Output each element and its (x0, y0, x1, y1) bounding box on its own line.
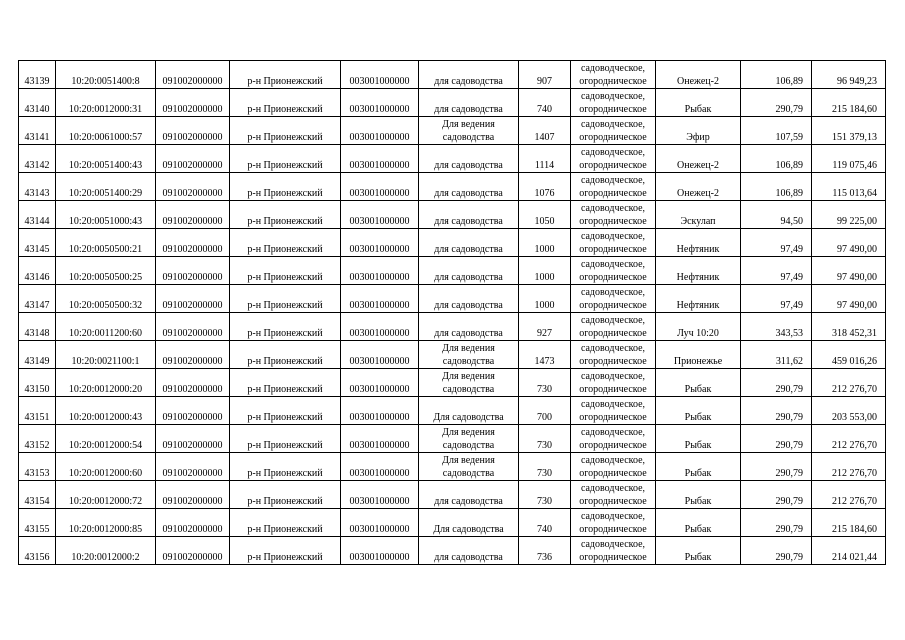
cell-line: огородническое (579, 412, 647, 423)
table-row (19, 397, 886, 425)
record-number-cell: 43144 (19, 201, 56, 229)
specific-value-cell: 97,49 (741, 229, 812, 257)
specific-value-cell: 311,62 (741, 341, 812, 369)
cell-line: огородническое (579, 552, 647, 563)
area-cell: 1050 (519, 201, 571, 229)
cadastral-value-cell: 99 225,00 (812, 201, 886, 229)
record-number-cell: 43141 (19, 117, 56, 145)
cadastral-number-cell: 10:20:0012000:54 (56, 425, 156, 453)
record-number-cell: 43143 (19, 173, 56, 201)
cell-line: огородническое (579, 188, 647, 199)
locality-code-cell: 003001000000 (341, 341, 419, 369)
partnership-name-cell: Прионежье (656, 341, 741, 369)
area-cell: 1000 (519, 229, 571, 257)
permitted-use-cell (419, 61, 519, 89)
cadastral-number-cell: 10:20:0012000:31 (56, 89, 156, 117)
district-cell: р-н Прионежский (230, 61, 341, 89)
partnership-name-cell: Рыбак (656, 89, 741, 117)
cadastral-number-cell: 10:20:0012000:85 (56, 509, 156, 537)
district-cell: р-н Прионежский (230, 173, 341, 201)
cell-line: для садоводства (434, 216, 503, 227)
partnership-name-cell: Рыбак (656, 425, 741, 453)
specific-value-cell: 97,49 (741, 257, 812, 285)
cell-line: садоводческое, (580, 203, 646, 214)
permitted-use-cell (419, 425, 519, 453)
land-type-cell (571, 369, 656, 397)
cadastral-value-cell: 212 276,70 (812, 453, 886, 481)
cell-line: огородническое (579, 104, 647, 115)
district-cell: р-н Прионежский (230, 425, 341, 453)
cell-line: садоводческое, (580, 287, 646, 298)
locality-code-cell: 003001000000 (341, 481, 419, 509)
oktmo-code-cell: 091002000000 (156, 61, 230, 89)
oktmo-code-cell: 091002000000 (156, 145, 230, 173)
partnership-name-cell: Эфир (656, 117, 741, 145)
partnership-name-cell: Рыбак (656, 537, 741, 565)
specific-value-cell: 290,79 (741, 89, 812, 117)
cell-line: садоводства (442, 440, 495, 451)
specific-value-cell: 107,59 (741, 117, 812, 145)
cell-line: для садоводства (434, 496, 503, 507)
cell-line: для садоводства (434, 552, 503, 563)
specific-value-cell: 106,89 (741, 145, 812, 173)
land-type-cell (571, 285, 656, 313)
cadastral-value-cell: 203 553,00 (812, 397, 886, 425)
cadastral-number-cell: 10:20:0051400:43 (56, 145, 156, 173)
cadastral-number-cell: 10:20:0012000:43 (56, 397, 156, 425)
area-cell: 1407 (519, 117, 571, 145)
specific-value-cell: 290,79 (741, 369, 812, 397)
specific-value-cell: 290,79 (741, 453, 812, 481)
record-number-cell: 43148 (19, 313, 56, 341)
land-type-cell (571, 145, 656, 173)
table-row (19, 145, 886, 173)
cadastral-number-cell: 10:20:0011200:60 (56, 313, 156, 341)
cell-line: садоводческое, (580, 259, 646, 270)
oktmo-code-cell: 091002000000 (156, 117, 230, 145)
cell-line: для садоводства (434, 300, 503, 311)
cell-line: садоводства (442, 384, 495, 395)
cell-line: для садоводства (434, 160, 503, 171)
record-number-cell: 43146 (19, 257, 56, 285)
partnership-name-cell: Онежец-2 (656, 61, 741, 89)
district-cell: р-н Прионежский (230, 369, 341, 397)
table-row (19, 229, 886, 257)
cell-line: садоводческое, (580, 63, 646, 74)
cadastral-number-cell: 10:20:0012000:20 (56, 369, 156, 397)
permitted-use-cell (419, 369, 519, 397)
permitted-use-cell (419, 201, 519, 229)
cadastral-value-cell: 115 013,64 (812, 173, 886, 201)
table-row (19, 257, 886, 285)
area-cell: 740 (519, 89, 571, 117)
cell-line: для садоводства (434, 272, 503, 283)
cell-line: огородническое (579, 356, 647, 367)
land-type-cell (571, 173, 656, 201)
partnership-name-cell: Рыбак (656, 453, 741, 481)
table-body (19, 61, 886, 565)
locality-code-cell: 003001000000 (341, 61, 419, 89)
cell-line: огородническое (579, 524, 647, 535)
district-cell: р-н Прионежский (230, 117, 341, 145)
record-number-cell: 43154 (19, 481, 56, 509)
cell-line: огородническое (579, 160, 647, 171)
cell-line: для садоводства (434, 188, 503, 199)
partnership-name-cell: Онежец-2 (656, 173, 741, 201)
cadastral-number-cell: 10:20:0012000:2 (56, 537, 156, 565)
cell-line: для садоводства (434, 104, 503, 115)
locality-code-cell: 003001000000 (341, 453, 419, 481)
oktmo-code-cell: 091002000000 (156, 173, 230, 201)
record-number-cell: 43156 (19, 537, 56, 565)
cadastral-value-cell: 215 184,60 (812, 89, 886, 117)
cadastral-number-cell: 10:20:0050500:32 (56, 285, 156, 313)
cell-line: огородническое (579, 216, 647, 227)
oktmo-code-cell: 091002000000 (156, 397, 230, 425)
table-row (19, 201, 886, 229)
cadastral-value-cell: 459 016,26 (812, 341, 886, 369)
specific-value-cell: 290,79 (741, 481, 812, 509)
cell-line: садоводческое, (580, 147, 646, 158)
cell-line: садоводства (442, 356, 495, 367)
cell-line: для садоводства (434, 328, 503, 339)
locality-code-cell: 003001000000 (341, 397, 419, 425)
land-type-cell (571, 229, 656, 257)
oktmo-code-cell: 091002000000 (156, 285, 230, 313)
record-number-cell: 43155 (19, 509, 56, 537)
specific-value-cell: 290,79 (741, 397, 812, 425)
partnership-name-cell: Рыбак (656, 481, 741, 509)
area-cell: 907 (519, 61, 571, 89)
locality-code-cell: 003001000000 (341, 117, 419, 145)
record-number-cell: 43153 (19, 453, 56, 481)
locality-code-cell: 003001000000 (341, 173, 419, 201)
locality-code-cell: 003001000000 (341, 425, 419, 453)
oktmo-code-cell: 091002000000 (156, 201, 230, 229)
area-cell: 700 (519, 397, 571, 425)
cell-line: садоводческое, (580, 343, 646, 354)
oktmo-code-cell: 091002000000 (156, 537, 230, 565)
cell-line: садоводства (442, 468, 495, 479)
oktmo-code-cell: 091002000000 (156, 425, 230, 453)
record-number-cell: 43150 (19, 369, 56, 397)
area-cell: 1076 (519, 173, 571, 201)
cell-line: садоводческое, (580, 175, 646, 186)
table-row (19, 509, 886, 537)
permitted-use-cell (419, 89, 519, 117)
land-type-cell (571, 453, 656, 481)
table-row (19, 537, 886, 565)
cell-line: огородническое (579, 440, 647, 451)
area-cell: 736 (519, 537, 571, 565)
specific-value-cell: 97,49 (741, 285, 812, 313)
partnership-name-cell: Нефтяник (656, 257, 741, 285)
locality-code-cell: 003001000000 (341, 509, 419, 537)
area-cell: 740 (519, 509, 571, 537)
record-number-cell: 43151 (19, 397, 56, 425)
cadastral-value-cell: 97 490,00 (812, 229, 886, 257)
district-cell: р-н Прионежский (230, 229, 341, 257)
land-type-cell (571, 313, 656, 341)
land-type-cell (571, 509, 656, 537)
cell-line: садоводческое, (580, 91, 646, 102)
cadastral-value-cell: 96 949,23 (812, 61, 886, 89)
table-row (19, 117, 886, 145)
cell-line: Для ведения (442, 427, 495, 438)
cell-line: огородническое (579, 244, 647, 255)
area-cell: 730 (519, 425, 571, 453)
cell-line: для садоводства (434, 244, 503, 255)
cadastral-value-cell: 214 021,44 (812, 537, 886, 565)
cadastral-value-cell: 212 276,70 (812, 481, 886, 509)
cell-line: огородническое (579, 272, 647, 283)
cadastral-number-cell: 10:20:0050500:25 (56, 257, 156, 285)
cell-line: огородническое (579, 76, 647, 87)
cell-line: Для ведения (442, 343, 495, 354)
record-number-cell: 43142 (19, 145, 56, 173)
table-row (19, 425, 886, 453)
table-row (19, 89, 886, 117)
specific-value-cell: 94,50 (741, 201, 812, 229)
land-type-cell (571, 117, 656, 145)
partnership-name-cell: Луч 10:20 (656, 313, 741, 341)
cell-line: огородническое (579, 328, 647, 339)
oktmo-code-cell: 091002000000 (156, 369, 230, 397)
record-number-cell: 43145 (19, 229, 56, 257)
permitted-use-cell (419, 537, 519, 565)
oktmo-code-cell: 091002000000 (156, 453, 230, 481)
district-cell: р-н Прионежский (230, 313, 341, 341)
cell-line: садоводческое, (580, 315, 646, 326)
land-type-cell (571, 257, 656, 285)
cell-line: садоводческое, (580, 483, 646, 494)
partnership-name-cell: Онежец-2 (656, 145, 741, 173)
cadastral-number-cell: 10:20:0012000:60 (56, 453, 156, 481)
locality-code-cell: 003001000000 (341, 145, 419, 173)
cadastral-number-cell: 10:20:0051000:43 (56, 201, 156, 229)
cell-line: для садоводства (434, 76, 503, 87)
cell-line: садоводческое, (580, 371, 646, 382)
table-row (19, 313, 886, 341)
locality-code-cell: 003001000000 (341, 369, 419, 397)
partnership-name-cell: Эскулап (656, 201, 741, 229)
table-row (19, 285, 886, 313)
cadastral-value-cell: 119 075,46 (812, 145, 886, 173)
permitted-use-cell (419, 145, 519, 173)
oktmo-code-cell: 091002000000 (156, 341, 230, 369)
district-cell: р-н Прионежский (230, 201, 341, 229)
land-type-cell (571, 397, 656, 425)
partnership-name-cell: Рыбак (656, 509, 741, 537)
permitted-use-cell (419, 509, 519, 537)
cadastral-value-cell: 318 452,31 (812, 313, 886, 341)
cadastral-number-cell: 10:20:0012000:72 (56, 481, 156, 509)
area-cell: 927 (519, 313, 571, 341)
specific-value-cell: 290,79 (741, 509, 812, 537)
land-type-cell (571, 61, 656, 89)
permitted-use-cell (419, 481, 519, 509)
partnership-name-cell: Рыбак (656, 397, 741, 425)
cell-line: садоводческое, (580, 427, 646, 438)
cadastral-value-cell: 215 184,60 (812, 509, 886, 537)
table-row (19, 61, 886, 89)
specific-value-cell: 106,89 (741, 61, 812, 89)
land-type-cell (571, 201, 656, 229)
partnership-name-cell: Нефтяник (656, 229, 741, 257)
cell-line: садоводческое, (580, 539, 646, 550)
land-type-cell (571, 481, 656, 509)
area-cell: 1000 (519, 257, 571, 285)
area-cell: 730 (519, 369, 571, 397)
cell-line: огородническое (579, 496, 647, 507)
cell-line: огородническое (579, 384, 647, 395)
cell-line: огородническое (579, 468, 647, 479)
cell-line: огородническое (579, 132, 647, 143)
record-number-cell: 43139 (19, 61, 56, 89)
locality-code-cell: 003001000000 (341, 257, 419, 285)
cadastral-value-cell: 151 379,13 (812, 117, 886, 145)
partnership-name-cell: Нефтяник (656, 285, 741, 313)
district-cell: р-н Прионежский (230, 453, 341, 481)
partnership-name-cell: Рыбак (656, 369, 741, 397)
permitted-use-cell (419, 453, 519, 481)
cell-line: садоводческое, (580, 399, 646, 410)
oktmo-code-cell: 091002000000 (156, 257, 230, 285)
permitted-use-cell (419, 229, 519, 257)
table-row (19, 481, 886, 509)
district-cell: р-н Прионежский (230, 89, 341, 117)
cell-line: огородническое (579, 300, 647, 311)
specific-value-cell: 290,79 (741, 537, 812, 565)
cadastral-number-cell: 10:20:0021100:1 (56, 341, 156, 369)
locality-code-cell: 003001000000 (341, 201, 419, 229)
cell-line: Для садоводства (433, 524, 504, 535)
area-cell: 1473 (519, 341, 571, 369)
permitted-use-cell (419, 313, 519, 341)
record-number-cell: 43149 (19, 341, 56, 369)
cadastral-value-cell: 212 276,70 (812, 425, 886, 453)
locality-code-cell: 003001000000 (341, 229, 419, 257)
land-type-cell (571, 89, 656, 117)
area-cell: 1000 (519, 285, 571, 313)
area-cell: 730 (519, 453, 571, 481)
district-cell: р-н Прионежский (230, 481, 341, 509)
cell-line: садоводческое, (580, 511, 646, 522)
cadastral-value-cell: 97 490,00 (812, 285, 886, 313)
oktmo-code-cell: 091002000000 (156, 313, 230, 341)
permitted-use-cell (419, 173, 519, 201)
cadastral-value-cell: 212 276,70 (812, 369, 886, 397)
permitted-use-cell (419, 117, 519, 145)
land-type-cell (571, 537, 656, 565)
area-cell: 1114 (519, 145, 571, 173)
cell-line: садоводческое, (580, 455, 646, 466)
district-cell: р-н Прионежский (230, 285, 341, 313)
cell-line: Для ведения (442, 371, 495, 382)
locality-code-cell: 003001000000 (341, 313, 419, 341)
cell-line: Для ведения (442, 119, 495, 130)
table-row (19, 369, 886, 397)
record-number-cell: 43140 (19, 89, 56, 117)
land-type-cell (571, 341, 656, 369)
oktmo-code-cell: 091002000000 (156, 481, 230, 509)
district-cell: р-н Прионежский (230, 257, 341, 285)
cadastral-number-cell: 10:20:0050500:21 (56, 229, 156, 257)
cell-line: садоводческое, (580, 231, 646, 242)
cadastral-number-cell: 10:20:0051400:29 (56, 173, 156, 201)
permitted-use-cell (419, 285, 519, 313)
cadastral-value-cell: 97 490,00 (812, 257, 886, 285)
table-row (19, 453, 886, 481)
cell-line: Для садоводства (433, 412, 504, 423)
permitted-use-cell (419, 257, 519, 285)
cell-line: садоводческое, (580, 119, 646, 130)
cadastral-number-cell: 10:20:0061000:57 (56, 117, 156, 145)
cell-line: садоводства (442, 132, 495, 143)
district-cell: р-н Прионежский (230, 145, 341, 173)
table-row (19, 341, 886, 369)
cell-line: Для ведения (442, 455, 495, 466)
district-cell: р-н Прионежский (230, 509, 341, 537)
oktmo-code-cell: 091002000000 (156, 229, 230, 257)
record-number-cell: 43147 (19, 285, 56, 313)
permitted-use-cell (419, 397, 519, 425)
oktmo-code-cell: 091002000000 (156, 509, 230, 537)
specific-value-cell: 290,79 (741, 425, 812, 453)
oktmo-code-cell: 091002000000 (156, 89, 230, 117)
table-row (19, 173, 886, 201)
record-number-cell: 43152 (19, 425, 56, 453)
locality-code-cell: 003001000000 (341, 89, 419, 117)
specific-value-cell: 106,89 (741, 173, 812, 201)
cadastral-number-cell: 10:20:0051400:8 (56, 61, 156, 89)
locality-code-cell: 003001000000 (341, 537, 419, 565)
land-type-cell (571, 425, 656, 453)
permitted-use-cell (419, 341, 519, 369)
district-cell: р-н Прионежский (230, 397, 341, 425)
area-cell: 730 (519, 481, 571, 509)
land-plots-table (18, 60, 886, 565)
locality-code-cell: 003001000000 (341, 285, 419, 313)
district-cell: р-н Прионежский (230, 341, 341, 369)
specific-value-cell: 343,53 (741, 313, 812, 341)
district-cell: р-н Прионежский (230, 537, 341, 565)
